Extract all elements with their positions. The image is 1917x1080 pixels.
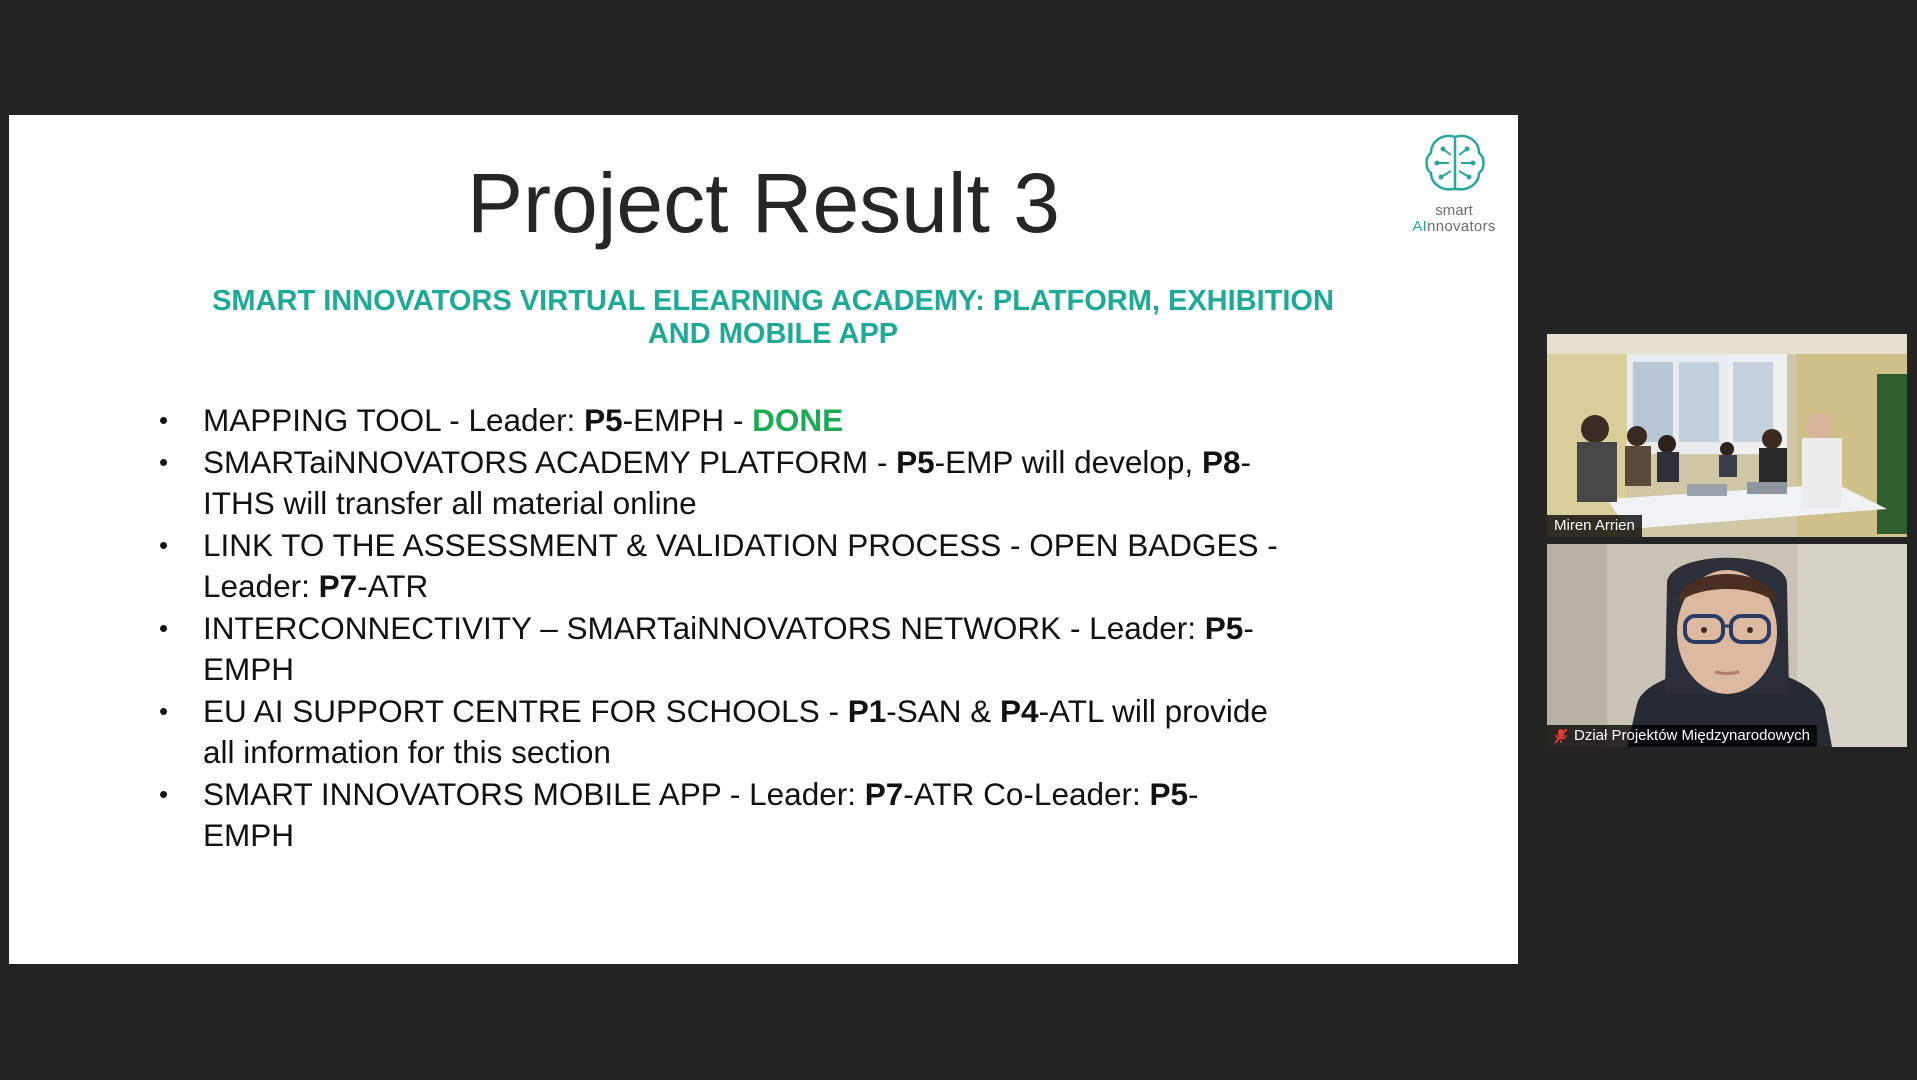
slide-title: Project Result 3	[467, 156, 1060, 250]
bullet-text: P5	[584, 402, 623, 438]
bullet-item	[151, 525, 1401, 608]
bullet-item	[151, 691, 1401, 774]
participant-name-bar	[1547, 725, 1817, 747]
bullet-item	[151, 774, 1401, 857]
bullet-text: -ATR	[357, 568, 429, 604]
bullet-text: -EMPH -	[622, 402, 753, 438]
bullet-text: EU AI SUPPORT CENTRE FOR SCHOOLS -	[203, 692, 848, 729]
slide-subtitle: SMART INNOVATORS VIRTUAL ELEARNING ACADEMY: PLATFORM, EXHIBITION AND MOBILE APP	[212, 285, 1334, 350]
bullet-dot: •	[159, 529, 169, 560]
bullet-text: -	[1243, 609, 1254, 646]
mic-muted-icon	[1554, 728, 1568, 744]
bullet-text: ITHS will transfer all material online	[203, 485, 697, 521]
bullet-item	[151, 608, 1401, 691]
bullet-text: P5	[1149, 775, 1189, 812]
bullet-text: P7	[864, 775, 904, 812]
bullet-list	[151, 400, 1401, 857]
bullet-text: SMART INNOVATORS MOBILE APP - Leader:	[203, 775, 865, 812]
bullet-text: -SAN &	[886, 692, 1001, 729]
participant-video-tile[interactable]	[1547, 544, 1907, 747]
bullet-item	[151, 400, 1401, 442]
bullet-text: Leader:	[203, 568, 319, 604]
brain-circuit-icon	[1423, 131, 1487, 197]
participant-name: Dział Projektów Międzynarodowych	[1574, 727, 1810, 744]
bullet-dot: •	[159, 695, 169, 726]
bullet-text: EMPH	[203, 651, 295, 687]
bullet-text: P1	[847, 692, 887, 729]
bullet-text: EMPH	[203, 817, 295, 853]
logo-word-smart: smart	[1435, 202, 1473, 219]
smart-ainnovators-logo	[1389, 131, 1519, 241]
bullet-text: -	[1188, 775, 1199, 812]
meeting-room-video	[1547, 334, 1907, 537]
bullet-text: P4	[1000, 692, 1039, 729]
bullet-dot: •	[159, 612, 169, 643]
bullet-text: P5	[896, 443, 935, 480]
bullet-text: all information for this section	[203, 734, 611, 770]
logo-word-ainnovators: AInnovators	[1412, 218, 1496, 235]
bullet-text: INTERCONNECTIVITY – SMARTaiNNOVATORS NETWORK - Leader:	[203, 609, 1205, 646]
bullet-text: SMARTaiNNOVATORS ACADEMY PLATFORM -	[203, 443, 897, 480]
bullet-item	[151, 442, 1401, 525]
bullet-text: P7	[318, 568, 358, 604]
bullet-text: -	[1240, 443, 1251, 480]
bullet-dot: •	[159, 446, 169, 477]
bullet-dot: •	[159, 405, 169, 435]
bullet-text: DONE	[752, 402, 844, 438]
bullet-text: P8	[1201, 443, 1241, 480]
bullet-text: MAPPING TOOL - Leader:	[203, 402, 585, 438]
bullet-text: -ATR Co-Leader:	[903, 775, 1150, 812]
bullet-text: P5	[1204, 609, 1244, 646]
bullet-text: LINK TO THE ASSESSMENT & VALIDATION PROCESS - OPEN BADGES -	[203, 526, 1278, 563]
participant-name: Miren Arrien	[1547, 515, 1642, 537]
bullet-text: -ATL will provide	[1038, 692, 1268, 729]
shared-slide	[9, 115, 1518, 964]
bullet-text: -EMP will develop,	[934, 443, 1202, 480]
bullet-dot: •	[159, 778, 169, 809]
participant-webcam-video	[1547, 544, 1907, 747]
participant-video-tile[interactable]	[1547, 334, 1907, 537]
